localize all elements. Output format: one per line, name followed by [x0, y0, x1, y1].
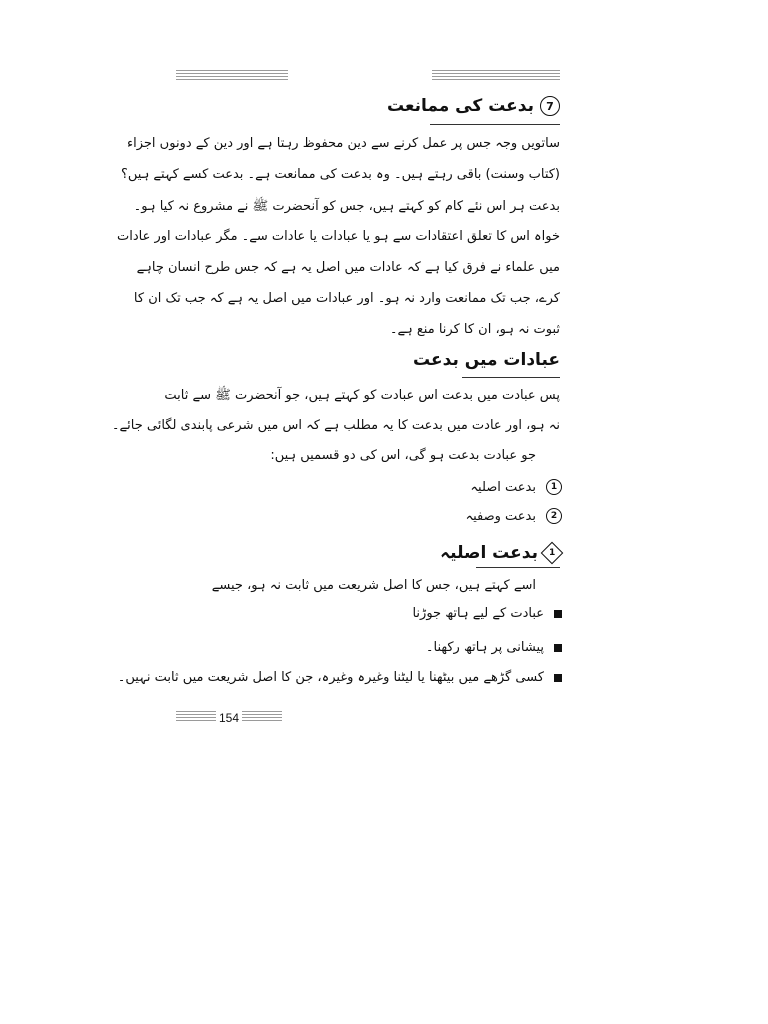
section-title: بدعت کی ممانعت [386, 96, 534, 116]
paragraph-line: نہ ہو، اور عادت میں بدعت کا یہ مطلب ہے کہ اس میں شرعی پابندی لگائی جائے۔ [111, 418, 560, 433]
page-number: 154 [219, 711, 240, 725]
section-number-badge: 7 [540, 96, 560, 116]
heading-underline [430, 124, 560, 125]
heading-underline [476, 567, 560, 568]
example-text: کسی گڑھے میں بیٹھنا یا لیٹنا وغیرہ وغیرہ، جن کا اصل شریعت میں ثابت نہیں۔ [117, 670, 544, 685]
section-title: بدعت اصلیہ [440, 543, 538, 563]
heading-underline [462, 377, 560, 378]
paragraph-line: بدعت ہر اس نئے کام کو کہتے ہیں، جس کو آنحضرت ﷺ نے مشروع نہ کیا ہو۔ [133, 199, 560, 214]
type-item-descriptive [465, 508, 562, 524]
section-heading-original-innovation [440, 542, 560, 563]
header-rule-right [432, 70, 560, 84]
paragraph-line: میں علماء نے فرق کیا ہے کہ عادات میں اصل یہ ہے کہ جس طرح انسان چاہے [136, 260, 560, 275]
header-rule-left [176, 70, 288, 84]
paragraph-line: ساتویں وجہ جس پر عمل کرنے سے دین محفوظ رہتا ہے اور دین کے دونوں اجزاء [127, 136, 560, 151]
section-title: عبادات میں بدعت [413, 350, 560, 370]
example-item [118, 670, 562, 685]
types-intro: جو عبادت بدعت ہو گی، اس کی دو قسمیں ہیں: [270, 448, 536, 463]
paragraph-line: پس عبادت میں بدعت اس عبادت کو کہتے ہیں، جو آنحضرت ﷺ سے ثابت [164, 388, 560, 403]
square-bullet-icon [554, 610, 562, 618]
paragraph-line: ثبوت نہ ہو، ان کا کرنا منع ہے۔ [389, 322, 560, 337]
example-text: عبادت کے لیے ہاتھ جوڑنا [412, 606, 544, 621]
footer-rule-left [176, 711, 216, 725]
example-item [426, 640, 562, 655]
section-heading-worship-innovation [413, 350, 560, 370]
circle-number-icon: 2 [546, 508, 562, 524]
footer-rule-right [242, 711, 282, 725]
example-item [412, 606, 562, 621]
section-heading-prohibition [387, 96, 560, 116]
paragraph-line: (کتاب وسنت) باقی رہتے ہیں۔ وہ بدعت کی ممانعت ہے۔ بدعت کسے کہتے ہیں؟ [120, 167, 560, 182]
square-bullet-icon [554, 644, 562, 652]
type-item-original [470, 479, 562, 495]
square-bullet-icon [554, 674, 562, 682]
page-footer [176, 711, 282, 725]
type-label: بدعت وصفیہ [465, 508, 536, 524]
paragraph-line: خواہ اس کا تعلق اعتقادات سے ہو یا عبادات یا عادات سے۔ مگر عبادات اور عادات [117, 229, 560, 244]
circle-number-icon: 1 [546, 479, 562, 495]
example-text: پیشانی پر ہاتھ رکھنا۔ [425, 640, 544, 655]
diamond-number-badge: 1 [541, 541, 564, 564]
type-label: بدعت اصلیہ [470, 479, 536, 495]
examples-intro: اسے کہتے ہیں، جس کا اصل شریعت میں ثابت نہ ہو، جیسے [211, 578, 536, 593]
paragraph-line: کرے، جب تک ممانعت وارد نہ ہو۔ اور عبادات میں اصل یہ ہے کہ جب تک ان کا [133, 291, 560, 306]
